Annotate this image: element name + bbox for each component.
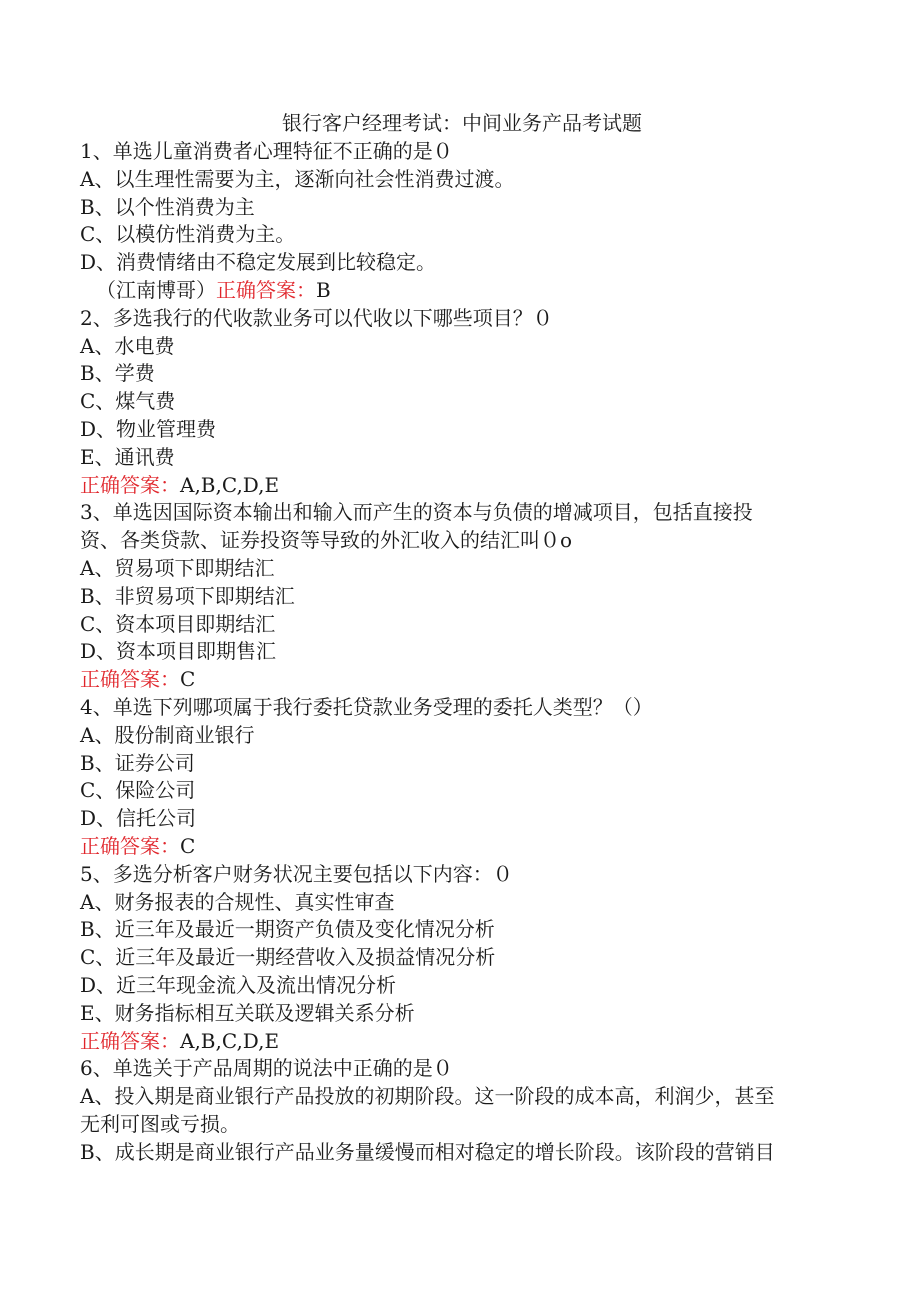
answer-line — [80, 1028, 840, 1056]
document-title: 银行客户经理考试：中间业务产品考试题 — [282, 111, 642, 135]
option: C、保险公司 — [80, 778, 196, 803]
option: D、信托公司 — [80, 806, 197, 831]
option: A、水电费 — [80, 333, 175, 358]
option: B、近三年及最近一期资产负债及变化情况分析 — [80, 917, 495, 942]
option: D、资本项目即期售汇 — [80, 639, 277, 664]
option: A、贸易项下即期结汇 — [80, 555, 275, 580]
answer-label: 正确答案： — [80, 1028, 180, 1053]
answer-line — [80, 277, 840, 305]
question-2 — [80, 305, 840, 500]
question-6 — [80, 1055, 840, 1166]
option: D、物业管理费 — [80, 416, 217, 441]
option: B、成长期是商业银行产品业务量缓慢而相对稳定的增长阶段。该阶段的营销目 — [80, 1139, 775, 1164]
question-stem: 6、单选关于产品周期的说法中正确的是０ — [80, 1056, 453, 1081]
answer-line — [80, 666, 840, 694]
answer-line — [80, 833, 840, 861]
option: B、以个性消费为主 — [80, 194, 255, 219]
answer-line — [80, 472, 840, 500]
option: C、资本项目即期结汇 — [80, 611, 276, 636]
question-4 — [80, 694, 840, 861]
option: E、通讯费 — [80, 444, 175, 469]
option: D、近三年现金流入及流出情况分析 — [80, 972, 397, 997]
option: E、财务指标相互关联及逻辑关系分析 — [80, 1000, 415, 1025]
answer-value: A,B,C,D,E — [180, 472, 280, 497]
question-stem-continued: 资、各类贷款、证券投资等导致的外汇收入的结汇叫０o — [80, 528, 573, 553]
option: B、证券公司 — [80, 750, 195, 775]
question-3 — [80, 499, 840, 694]
option: A、投入期是商业银行产品投放的初期阶段。这一阶段的成本高，利润少，甚至 — [80, 1084, 775, 1109]
answer-source: （江南博哥） — [96, 277, 216, 302]
question-stem: 1、单选儿童消费者心理特征不正确的是０ — [80, 139, 453, 163]
answer-label: 正确答案： — [80, 833, 180, 858]
question-stem: 5、多选分析客户财务状况主要包括以下内容：０ — [80, 861, 513, 886]
question-1 — [80, 138, 840, 305]
option: A、以生理性需要为主，逐渐向社会性消费过渡。 — [80, 166, 515, 191]
document-page — [80, 108, 840, 1166]
option: C、煤气费 — [80, 389, 176, 414]
question-stem: 3、单选因国际资本输出和输入而产生的资本与负债的增减项目，包括直接投 — [80, 500, 753, 525]
option: B、学费 — [80, 361, 155, 386]
answer-label: 正确答案： — [80, 472, 180, 497]
option: D、消费情绪由不稳定发展到比较稳定。 — [80, 250, 437, 275]
option: C、近三年及最近一期经营收入及损益情况分析 — [80, 945, 496, 970]
answer-value: C — [180, 667, 196, 692]
answer-value: B — [316, 277, 331, 302]
option: A、财务报表的合规性、真实性审查 — [80, 889, 395, 914]
question-stem: 4、单选下列哪项属于我行委托贷款业务受理的委托人类型？（） — [80, 694, 653, 719]
answer-value: C — [180, 833, 196, 858]
option-continued: 无利可图或亏损。 — [80, 1111, 240, 1136]
option: A、股份制商业银行 — [80, 722, 255, 747]
question-stem: 2、多选我行的代收款业务可以代收以下哪些项目？０ — [80, 305, 553, 330]
option: B、非贸易项下即期结汇 — [80, 583, 295, 608]
option: C、以模仿性消费为主。 — [80, 222, 296, 247]
answer-label: 正确答案： — [80, 667, 180, 692]
answer-value: A,B,C,D,E — [180, 1028, 280, 1053]
question-5 — [80, 861, 840, 1056]
answer-label: 正确答案： — [216, 277, 316, 302]
